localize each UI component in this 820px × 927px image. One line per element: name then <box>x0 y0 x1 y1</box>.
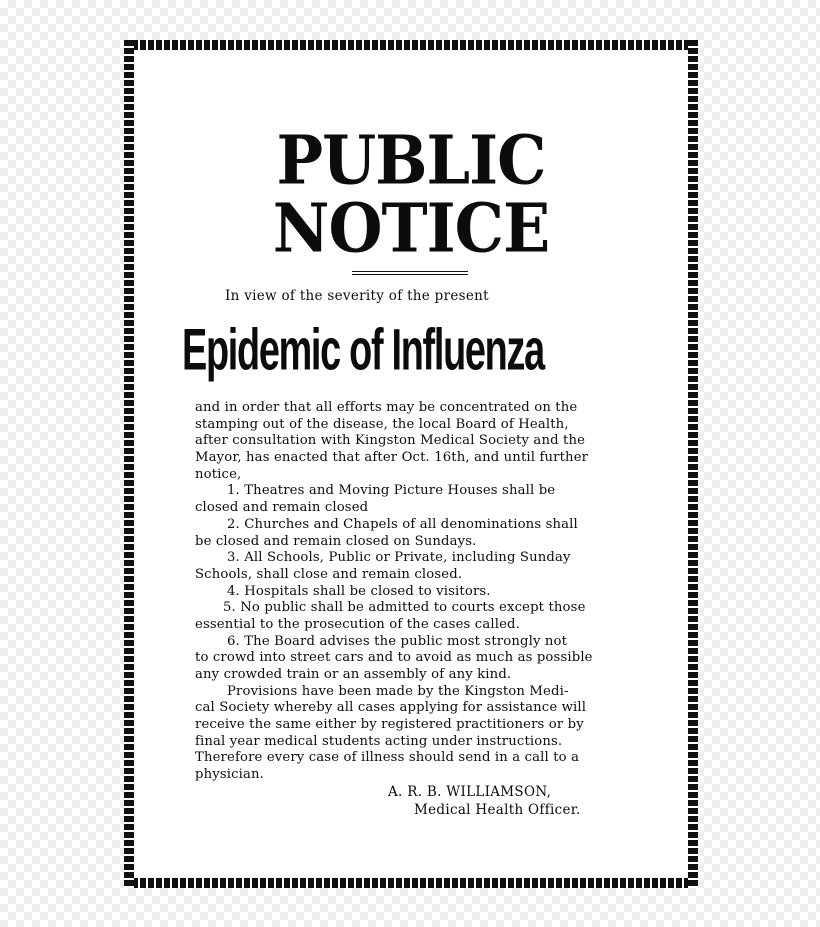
notice-title-notice: NOTICE <box>272 189 550 268</box>
public-notice-poster <box>124 40 698 888</box>
decorative-border-bottom <box>124 878 698 888</box>
body-line: and in order that all efforts may be concentrated on the <box>195 400 578 415</box>
title-divider <box>352 271 468 275</box>
body-line: any crowded train or an assembly of any kind. <box>195 667 512 682</box>
rule-item-2: 2. Churches and Chapels of all denominations shall <box>227 516 578 532</box>
intro-line: In view of the severity of the present <box>225 288 489 304</box>
body-line: be closed and remain closed on Sundays. <box>195 533 477 549</box>
body-line: closed and remain closed <box>195 500 369 516</box>
notice-body <box>195 400 625 784</box>
body-line: receive the same either by registered practitioners or by <box>195 717 584 733</box>
rule-item-6: 6. The Board advises the public most strongly not <box>227 633 568 649</box>
rule-item-1: 1. Theatres and Moving Picture Houses shall be <box>227 483 556 499</box>
body-line: notice, <box>195 466 242 482</box>
notice-title-public: PUBLIC <box>276 121 546 200</box>
decorative-border-top <box>124 40 698 50</box>
body-line: after consultation with Kingston Medical Society and the <box>195 433 586 449</box>
body-line: final year medical students acting under instructions. <box>195 733 563 749</box>
rule-item-5: 5. No public shall be admitted to courts except those <box>223 600 586 616</box>
body-line: essential to the prosecution of the cases called. <box>195 616 520 632</box>
body-line: cal Society whereby all cases applying for assistance will <box>195 700 587 716</box>
body-line: to crowd into street cars and to avoid as much as possible <box>195 650 593 666</box>
body-line: physician. <box>195 767 265 783</box>
headline-epidemic: Epidemic of Influenza <box>182 318 544 383</box>
rule-item-4: 4. Hospitals shall be closed to visitors. <box>227 583 491 599</box>
body-line: Mayor, has enacted that after Oct. 16th, and until further <box>195 450 589 466</box>
signature-name: A. R. B. WILLIAMSON, <box>388 784 552 800</box>
body-line: Schools, shall close and remain closed. <box>195 566 463 582</box>
body-line: stamping out of the disease, the local Board of Health, <box>195 416 569 432</box>
body-line: Therefore every case of illness should send in a call to a <box>195 750 580 766</box>
provisions-paragraph: Provisions have been made by the Kingston Medi- <box>227 683 569 699</box>
signature-title: Medical Health Officer. <box>414 802 581 818</box>
rule-item-3: 3. All Schools, Public or Private, including Sunday <box>227 550 571 566</box>
